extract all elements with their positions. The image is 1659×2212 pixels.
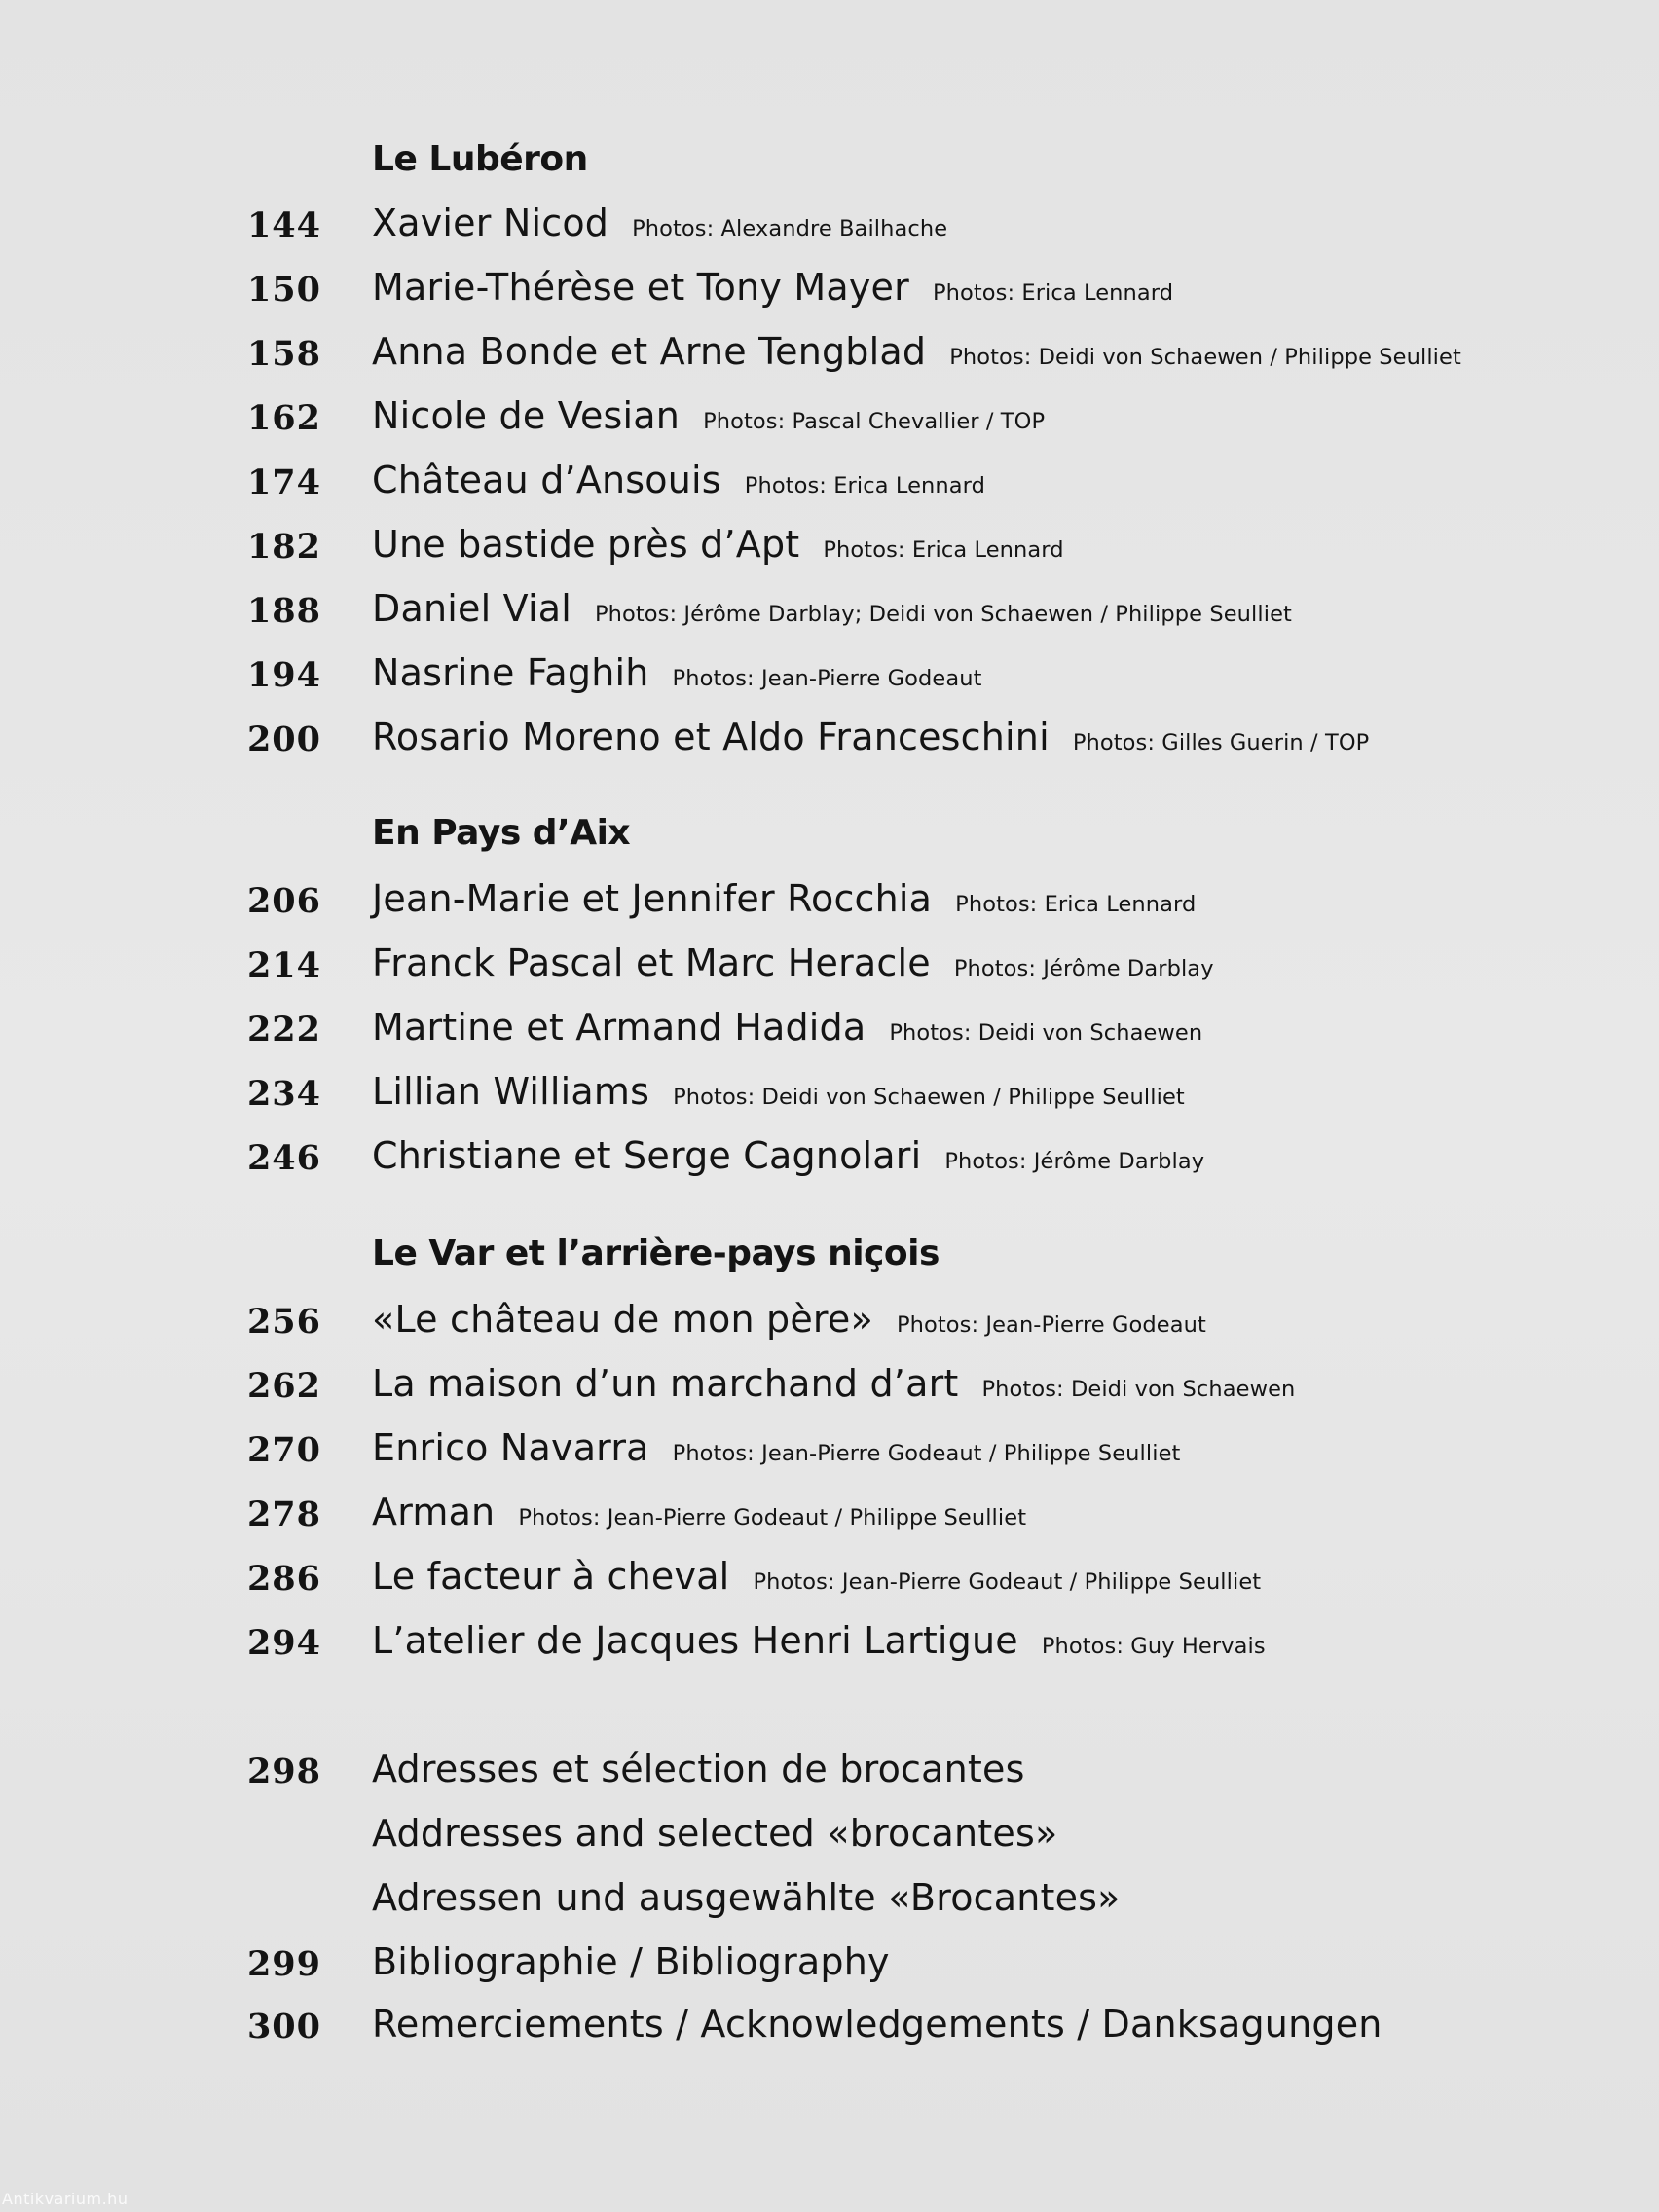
entry-title: Anna Bonde et Arne Tengblad <box>372 330 927 373</box>
page-number: 222 <box>246 1010 321 1050</box>
photo-credit: Photos: Deidi von Schaewen <box>889 1020 1203 1046</box>
appendix-entry <box>0 2000 1659 2052</box>
photo-credit: Photos: Guy Hervais <box>1041 1634 1266 1659</box>
page-number: 256 <box>246 1302 321 1342</box>
page-number: 270 <box>246 1430 321 1470</box>
toc-entry <box>0 713 1659 765</box>
photo-credit: Photos: Erica Lennard <box>823 537 1064 563</box>
toc-entry <box>0 584 1659 637</box>
toc-entry <box>0 1552 1659 1604</box>
watermark: Antikvarium.hu <box>2 2190 129 2208</box>
entry-title: Xavier Nicod <box>372 202 609 244</box>
page-number: 174 <box>246 462 321 502</box>
entry-title: Franck Pascal et Marc Heracle <box>372 941 931 984</box>
page-number: 234 <box>246 1074 321 1114</box>
page-number: 262 <box>246 1366 321 1406</box>
page-number: 150 <box>246 270 321 310</box>
entry-title: Adressen und ausgewählte «Brocantes» <box>372 1876 1121 1919</box>
toc-entry <box>0 874 1659 927</box>
toc-entry <box>0 1003 1659 1055</box>
page-number: 144 <box>246 205 321 245</box>
appendix-entry <box>0 1809 1659 1862</box>
appendix-entry <box>0 1937 1659 1990</box>
photo-credit: Photos: Deidi von Schaewen <box>981 1377 1296 1402</box>
photo-credit: Photos: Erica Lennard <box>744 473 985 498</box>
entry-title: Lillian Williams <box>372 1070 650 1113</box>
photo-credit: Photos: Jérôme Darblay <box>944 1149 1205 1174</box>
page-number: 286 <box>246 1559 321 1599</box>
page-number: 182 <box>246 527 321 567</box>
photo-credit: Photos: Erica Lennard <box>932 280 1174 306</box>
appendix-entry <box>0 1873 1659 1926</box>
toc-entry <box>0 456 1659 508</box>
page-number: 162 <box>246 398 321 438</box>
toc-entry <box>0 1616 1659 1669</box>
page-number: 188 <box>246 591 321 631</box>
entry-title: Daniel Vial <box>372 587 571 630</box>
entry-title: La maison d’un marchand d’art <box>372 1362 959 1405</box>
photo-credit: Photos: Jean-Pierre Godeaut / Philippe Seulliet <box>672 1441 1181 1466</box>
photo-credit: Photos: Alexandre Bailhache <box>632 216 948 241</box>
entry-title: Addresses and selected «brocantes» <box>372 1812 1058 1855</box>
toc-entry <box>0 939 1659 991</box>
photo-credit: Photos: Pascal Chevallier / TOP <box>703 409 1046 434</box>
photo-credit: Photos: Deidi von Schaewen / Philippe Seulliet <box>949 345 1461 370</box>
photo-credit: Photos: Jean-Pierre Godeaut <box>896 1312 1206 1338</box>
entry-title: Remerciements / Acknowledgements / Danksagungen <box>372 2003 1382 2046</box>
entry-title: Rosario Moreno et Aldo Franceschini <box>372 716 1050 758</box>
page-number: 214 <box>246 945 321 985</box>
entry-title: Christiane et Serge Cagnolari <box>372 1134 922 1177</box>
section-heading-pays-aix: En Pays d’Aix <box>372 813 631 853</box>
entry-title: Une bastide près d’Apt <box>372 523 800 566</box>
entry-title: Bibliographie / Bibliography <box>372 1940 890 1983</box>
entry-title: Nasrine Faghih <box>372 651 649 694</box>
photo-credit: Photos: Jérôme Darblay <box>953 956 1214 981</box>
entry-title: Adresses et sélection de brocantes <box>372 1748 1025 1790</box>
photo-credit: Photos: Jérôme Darblay; Deidi von Schaewen / Philippe Seulliet <box>594 602 1292 627</box>
toc-entry <box>0 1295 1659 1347</box>
entry-title: Le facteur à cheval <box>372 1555 730 1598</box>
photo-credit: Photos: Jean-Pierre Godeaut <box>672 666 982 691</box>
photo-credit: Photos: Jean-Pierre Godeaut / Philippe Seulliet <box>518 1505 1027 1530</box>
toc-entry <box>0 1131 1659 1184</box>
photo-credit: Photos: Jean-Pierre Godeaut / Philippe Seulliet <box>753 1569 1262 1595</box>
toc-entry <box>0 327 1659 380</box>
toc-entry <box>0 648 1659 701</box>
section-heading-var: Le Var et l’arrière-pays niçois <box>372 1234 940 1273</box>
page-number: 206 <box>246 881 321 921</box>
page-number: 200 <box>246 719 321 759</box>
photo-credit: Photos: Deidi von Schaewen / Philippe Seulliet <box>673 1085 1185 1110</box>
toc-entry <box>0 391 1659 444</box>
page-number: 298 <box>246 1751 321 1791</box>
toc-entry <box>0 520 1659 572</box>
page-number: 158 <box>246 334 321 374</box>
entry-title: Martine et Armand Hadida <box>372 1006 866 1049</box>
page-number: 294 <box>246 1623 321 1663</box>
photo-credit: Photos: Gilles Guerin / TOP <box>1072 730 1370 756</box>
page-number: 194 <box>246 655 321 695</box>
appendix-entry <box>0 1745 1659 1797</box>
entry-title: Enrico Navarra <box>372 1426 649 1469</box>
toc-entry <box>0 1423 1659 1476</box>
toc-entry <box>0 263 1659 315</box>
toc-entry <box>0 1488 1659 1540</box>
entry-title: L’atelier de Jacques Henri Lartigue <box>372 1619 1018 1662</box>
section-heading-luberon: Le Lubéron <box>372 139 588 179</box>
photo-credit: Photos: Erica Lennard <box>955 892 1197 917</box>
entry-title: Jean-Marie et Jennifer Rocchia <box>372 877 933 920</box>
entry-title: Château d’Ansouis <box>372 459 721 501</box>
toc-entry <box>0 1067 1659 1120</box>
page-number: 278 <box>246 1494 321 1534</box>
page-number: 300 <box>246 2007 321 2046</box>
toc-entry <box>0 1359 1659 1412</box>
entry-title: «Le château de mon père» <box>372 1298 873 1341</box>
entry-title: Nicole de Vesian <box>372 394 681 437</box>
entry-title: Arman <box>372 1491 496 1533</box>
page-number: 299 <box>246 1944 321 1984</box>
entry-title: Marie-Thérèse et Tony Mayer <box>372 266 909 309</box>
page-number: 246 <box>246 1138 321 1178</box>
toc-entry <box>0 199 1659 251</box>
